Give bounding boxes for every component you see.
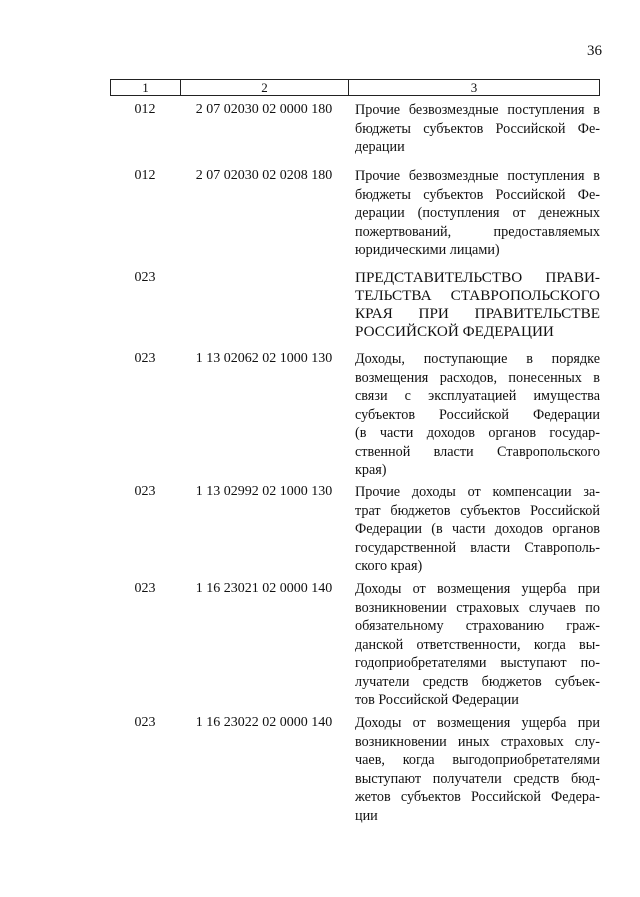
revenue-code-cell: 2 07 02030 02 0208 180 [195,168,333,183]
admin-code-cell: 023 [134,351,156,366]
description-line: трат бюджетов субъектов Российской [355,502,600,519]
description-line: Прочие безвозмездные поступления в [355,102,600,118]
description-line: субъектов Российской Федерации [355,406,600,423]
admin-code-cell: 023 [134,270,156,285]
description-line: жетов субъектов Российской Федера- [355,789,600,805]
description-line: обязательному страхованию граж- [355,618,600,634]
column-header-2: 2 [181,80,349,95]
description-line: Доходы от возмещения ущерба при [355,715,600,731]
description-line: РОССИЙСКОЙ ФЕДЕРАЦИИ [355,323,554,340]
description-line: Доходы, поступающие в порядке [355,351,600,367]
description-cell [355,580,600,710]
description-line: дерации (поступления от денежных [355,205,600,221]
table-header [110,79,600,96]
description-cell [355,483,600,576]
description-line: края) [355,462,387,478]
description-line: государственной власти Ставрополь- [355,539,600,556]
admin-code-cell: 023 [134,484,156,499]
description-line: юридическими лицами) [355,242,500,258]
description-line: возникновении страховых случаев по [355,599,600,616]
description-line: КРАЯ ПРИ ПРАВИТЕЛЬСТВЕ [355,305,600,322]
description-line: бюджеты субъектов Российской Фе- [355,120,600,137]
admin-code-cell: 012 [134,168,156,183]
revenue-code-cell: 2 07 02030 02 0000 180 [195,102,333,117]
description-line: лучатели средств бюджетов субъек- [355,673,600,690]
description-line: тов Российской Федерации [355,692,519,708]
description-line: ственной власти Ставропольского [355,443,600,460]
description-cell [355,167,600,260]
description-line: ТЕЛЬСТВА СТАВРОПОЛЬСКОГО [355,287,600,304]
description-line: связи с эксплуатацией имущества [355,388,600,404]
admin-code-cell: 023 [134,715,156,730]
description-line: Прочие безвозмездные поступления в [355,168,600,184]
description-cell [355,714,600,825]
admin-code-cell: 023 [134,581,156,596]
page-number: 36 [587,43,602,59]
column-header-1: 1 [111,80,181,95]
description-line: выступают получатели средств бюд- [355,770,600,787]
revenue-code-cell: 1 16 23021 02 0000 140 [195,581,333,596]
description-line: Федерации (в части доходов органов [355,521,600,537]
description-line: данской ответственности, когда вы- [355,636,600,653]
admin-code-cell: 012 [134,102,156,117]
description-line: ского края) [355,558,423,574]
description-line: пожертвований, предоставляемых [355,223,600,240]
description-line: Прочие доходы от компенсации за- [355,484,600,500]
section-heading-cell [355,269,600,341]
description-line: (в части доходов органов государ- [355,425,600,441]
description-cell [355,101,600,157]
description-line: Доходы от возмещения ущерба при [355,581,600,597]
revenue-code-cell: 1 16 23022 02 0000 140 [195,715,333,730]
description-line: дерации [355,139,405,155]
description-line: годоприобретателями выступают по- [355,655,600,671]
description-line: ции [355,807,378,824]
description-line: чаев, когда выгодоприобретателями [355,752,600,768]
description-line: возникновении иных страховых слу- [355,733,600,750]
description-line: бюджеты субъектов Российской Фе- [355,186,600,203]
description-cell [355,350,600,480]
revenue-code-cell: 1 13 02062 02 1000 130 [195,351,333,366]
description-line: возмещения расходов, понесенных в [355,369,600,386]
revenue-code-cell: 1 13 02992 02 1000 130 [195,484,333,499]
description-line: ПРЕДСТАВИТЕЛЬСТВО ПРАВИ- [355,269,600,286]
column-header-3: 3 [470,80,478,95]
